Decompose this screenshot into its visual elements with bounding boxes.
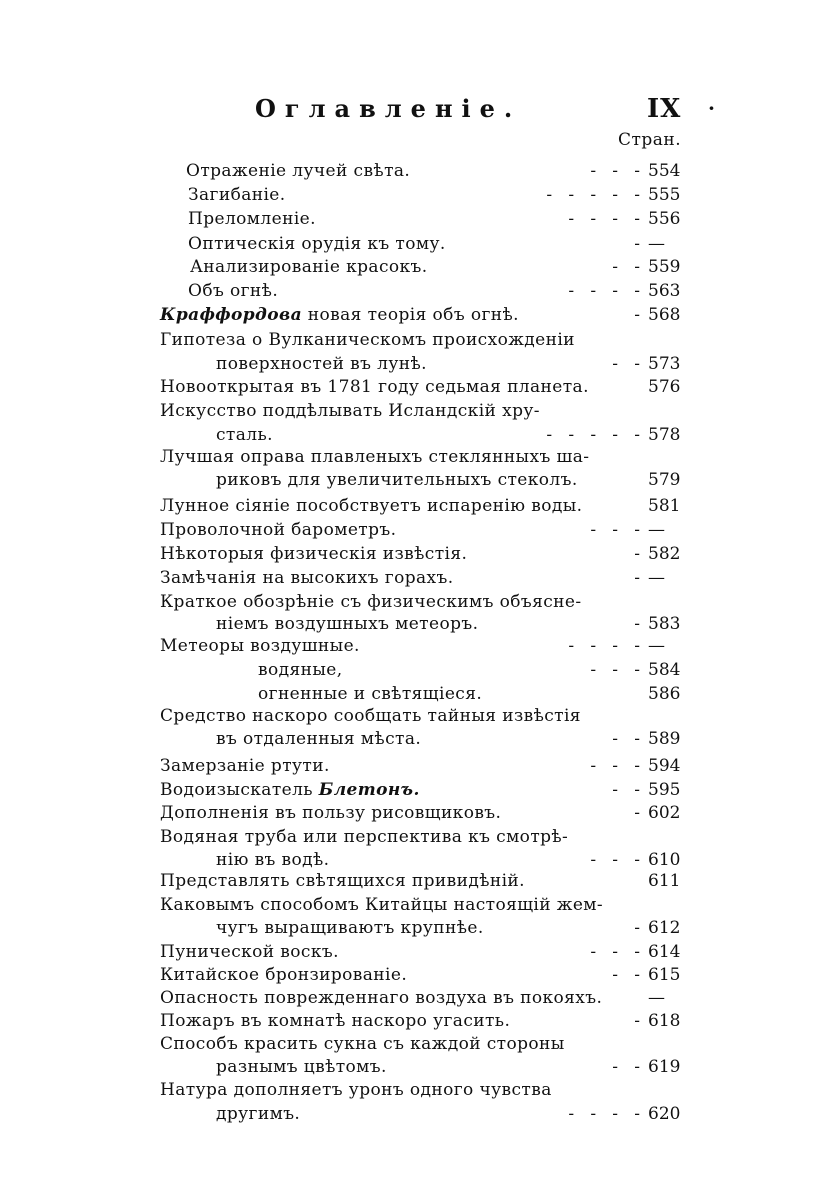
toc-page-number: 568: [648, 305, 681, 325]
toc-entry: [160, 1078, 552, 1102]
toc-entry: [258, 658, 343, 682]
toc-entry: [188, 207, 316, 231]
toc-entry-title: Каковымъ способомъ Китайцы настоящій жем-: [160, 895, 604, 915]
toc-entry: [160, 590, 582, 614]
toc-leader: - -: [612, 729, 640, 749]
toc-entry: [160, 445, 589, 469]
toc-page-number: 578: [648, 425, 681, 445]
toc-leader: - -: [612, 257, 640, 277]
toc-entry: [160, 825, 568, 849]
toc-leader: - -: [612, 965, 640, 985]
toc-entry: [160, 375, 589, 399]
toc-entry-title: чугъ выращиваютъ крупнѣе.: [216, 918, 484, 938]
toc-page-number: 559: [648, 257, 681, 277]
toc-leader: - - - - -: [546, 185, 640, 205]
toc-entry: [160, 869, 525, 893]
toc-leader: - - - -: [568, 209, 640, 229]
toc-leader: - - - -: [568, 281, 640, 301]
header-mark: ·: [708, 96, 724, 120]
toc-entry-emphasis: Краффордова: [160, 305, 302, 325]
toc-entry-title: поверхностей въ лунѣ.: [216, 354, 427, 374]
toc-entry: [188, 183, 286, 207]
toc-entry-title: Искусство поддѣлывать Исландскій хру-: [160, 401, 540, 421]
toc-page-number: 594: [648, 756, 681, 776]
toc-entry-title: Дополненія въ пользу рисовщиковъ.: [160, 803, 502, 823]
toc-entry-title: Анализированіе красокъ.: [190, 257, 428, 277]
toc-page-number: 573: [648, 354, 681, 374]
toc-entry-title: огненные и свѣтящіеся.: [258, 684, 483, 704]
running-header: [255, 94, 725, 123]
toc-entry: [160, 801, 501, 825]
toc-entry-emphasis: Блетонъ.: [318, 780, 420, 800]
toc-leader: - - -: [590, 942, 640, 962]
toc-entry-title: Лунное сіяніе пособствуетъ испаренію воды.: [160, 496, 583, 516]
toc-entry-title: Загибаніе.: [188, 185, 286, 205]
toc-leader: - - -: [590, 520, 640, 540]
toc-page-number: 620: [648, 1104, 681, 1124]
toc-leader: -: [634, 918, 640, 938]
toc-entry: [160, 940, 339, 964]
toc-entry-title: Замѣчанія на высокихъ горахъ.: [160, 568, 454, 588]
toc-leader: - - - - -: [546, 425, 640, 445]
toc-page-number: 589: [648, 729, 681, 749]
toc-entry: [160, 566, 454, 590]
toc-leader: - - -: [590, 756, 640, 776]
toc-entry-title: сталь.: [216, 425, 273, 445]
toc-entry: [160, 399, 540, 423]
toc-entry-title: Новооткрытая въ 1781 году седьмая планета.: [160, 377, 589, 397]
toc-entry-title: водяные,: [258, 660, 343, 680]
toc-leader: - - -: [590, 850, 640, 870]
toc-entry-title: въ отдаленныя мѣста.: [216, 729, 422, 749]
toc-entry-title: Опасность поврежденнаго воздуха въ покояхъ.: [160, 988, 603, 1008]
toc-page-number: —: [648, 988, 665, 1008]
toc-entry: [216, 1055, 387, 1079]
toc-entry-title: Представлять свѣтящихся привидѣній.: [160, 871, 525, 891]
toc-entry-title: другимъ.: [216, 1104, 301, 1124]
toc-entry-title: Преломленіе.: [188, 209, 316, 229]
toc-page-number: 563: [648, 281, 681, 301]
toc-entry: [160, 518, 396, 542]
toc-leader: -: [634, 803, 640, 823]
toc-page-number: 555: [648, 185, 681, 205]
toc-page-number: 615: [648, 965, 681, 985]
toc-entry-title: Лучшая оправа плавленыхъ стеклянныхъ ша-: [160, 447, 590, 467]
toc-page-number: —: [648, 234, 665, 254]
toc-entry-title: Замерзаніе ртути.: [160, 756, 330, 776]
toc-leader: - - - -: [568, 1104, 640, 1124]
toc-entry: [160, 778, 420, 802]
toc-entry: [216, 423, 273, 447]
toc-page-number: 618: [648, 1011, 681, 1031]
page-title: Оглавленіе.: [255, 94, 522, 123]
toc-page-number: —: [648, 636, 665, 656]
toc-entry: [160, 634, 360, 658]
toc-entry-title: Китайское бронзированіе.: [160, 965, 408, 985]
toc-leader: - -: [612, 1057, 640, 1077]
toc-leader: - - -: [590, 161, 640, 181]
toc-entry-title: Оптическія орудія къ тому.: [188, 234, 446, 254]
toc-entry: [190, 255, 428, 279]
toc-entry: [216, 1102, 300, 1126]
toc-entry-title: Водоизыскатель: [160, 780, 319, 800]
toc-leader: -: [634, 568, 640, 588]
toc-entry-title: Натура дополняетъ уронъ одного чувства: [160, 1080, 552, 1100]
toc-entry: [216, 727, 421, 751]
toc-entry-title: нію въ водѣ.: [216, 850, 330, 870]
toc-entry-title: Объ огнѣ.: [188, 281, 279, 301]
toc-page-number: 581: [648, 496, 681, 516]
toc-leader: -: [634, 305, 640, 325]
toc-entry-title: новая теорія объ огнѣ.: [302, 305, 519, 325]
page-column-label: Стран.: [618, 130, 682, 150]
toc-entry: [216, 468, 578, 492]
toc-entry: [216, 352, 427, 376]
toc-entry-title: Гипотеза о Вулканическомъ происхожденіи: [160, 330, 575, 350]
toc-page-number: 611: [648, 871, 681, 891]
toc-leader: - - - -: [568, 636, 640, 656]
toc-entry: [188, 279, 278, 303]
toc-leader: -: [634, 614, 640, 634]
toc-page-number: 595: [648, 780, 681, 800]
toc-entry-title: Нѣкоторыя физическія извѣстія.: [160, 544, 468, 564]
toc-entry: [160, 754, 330, 778]
toc-page-number: 554: [648, 161, 681, 181]
toc-page-number: —: [648, 520, 665, 540]
toc-leader: -: [634, 234, 640, 254]
toc-entry: [216, 612, 478, 636]
page-number: IX: [647, 94, 682, 124]
toc-entry: [160, 494, 582, 518]
toc-entry: [186, 159, 410, 183]
toc-entry-title: Пуническoй воскъ.: [160, 942, 339, 962]
toc-entry: [160, 1009, 510, 1033]
toc-entry: [160, 542, 467, 566]
toc-entry: [188, 232, 446, 256]
toc-entry: [160, 986, 602, 1010]
toc-leader: - - -: [590, 660, 640, 680]
toc-entry-title: ніемъ воздушныхъ метеоръ.: [216, 614, 479, 634]
toc-entry-title: Отраженіе лучей свѣта.: [186, 161, 411, 181]
toc-page-number: 556: [648, 209, 681, 229]
toc-entry: [160, 328, 575, 352]
toc-entry: [160, 303, 519, 327]
toc-page-number: 579: [648, 470, 681, 490]
toc-page-number: —: [648, 568, 665, 588]
toc-entry: [216, 916, 484, 940]
toc-page-number: 586: [648, 684, 681, 704]
toc-entry: [160, 704, 581, 728]
toc-entry: [160, 963, 407, 987]
toc-entry: [160, 1032, 565, 1056]
toc-entry-title: риковъ для увеличительныхъ стеколъ.: [216, 470, 578, 490]
toc-entry-title: Метеоры воздушные.: [160, 636, 360, 656]
toc-entry: [258, 682, 482, 706]
toc-leader: -: [634, 544, 640, 564]
toc-entry-title: разнымъ цвѣтомъ.: [216, 1057, 387, 1077]
toc-page-number: 619: [648, 1057, 681, 1077]
toc-entry-title: Пожаръ въ комнатѣ наскоро угасить.: [160, 1011, 511, 1031]
toc-page-number: 576: [648, 377, 681, 397]
toc-page-number: 614: [648, 942, 681, 962]
toc-page-number: 602: [648, 803, 681, 823]
toc-page-number: 610: [648, 850, 681, 870]
toc-page-number: 612: [648, 918, 681, 938]
toc-entry-title: Краткое обозрѣніе съ физическимъ объясне-: [160, 592, 582, 612]
toc-entry-title: Проволочной барометръ.: [160, 520, 397, 540]
toc-page-number: 584: [648, 660, 681, 680]
toc-entry-title: Средство наскоро сообщать тайныя извѣстія: [160, 706, 581, 726]
toc-entry-title: Водяная труба или перспектива къ смотрѣ-: [160, 827, 569, 847]
toc-leader: - -: [612, 354, 640, 374]
toc-page-number: 583: [648, 614, 681, 634]
toc-page-number: 582: [648, 544, 681, 564]
toc-entry-title: Способъ красить сукна съ каждой стороны: [160, 1034, 565, 1054]
toc-leader: -: [634, 1011, 640, 1031]
toc-leader: - -: [612, 780, 640, 800]
toc-entry: [160, 893, 603, 917]
